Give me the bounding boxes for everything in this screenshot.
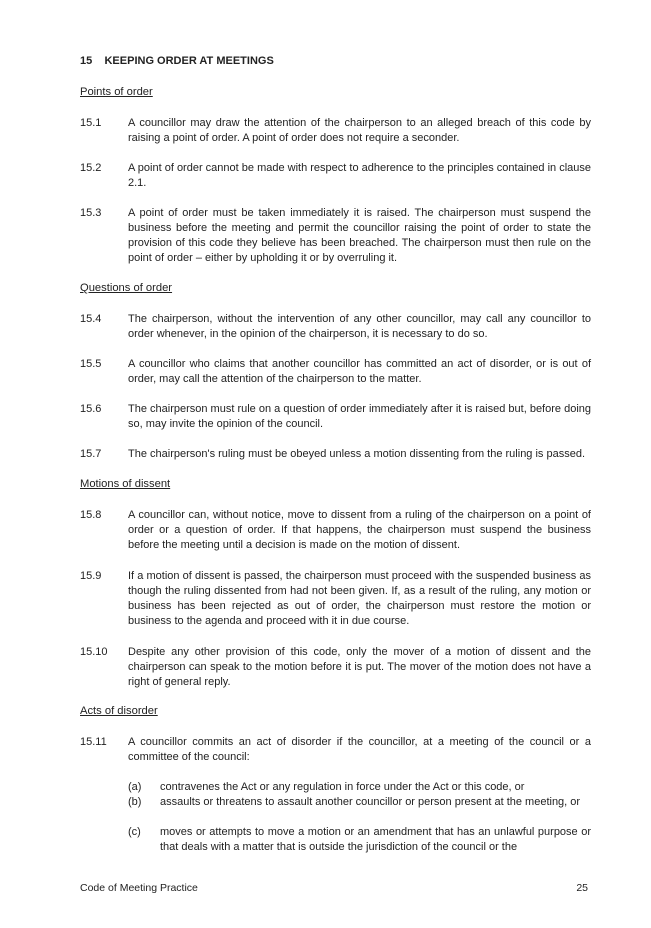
clause-15-4	[80, 312, 591, 342]
clause-text: The chairperson must rule on a question of order immediately after it is raised but, before doing so, may invite the opinion of the council.	[128, 403, 591, 430]
subclause-label: (c)	[128, 826, 141, 838]
clause-15-8	[80, 508, 591, 553]
subclause-c	[128, 825, 591, 855]
subclause-label: (b)	[128, 796, 142, 808]
footer-document-title: Code of Meeting Practice	[80, 882, 198, 894]
clause-15-6	[80, 402, 591, 432]
clause-number: 15.1	[80, 117, 102, 129]
subheading-acts-of-disorder: Acts of disorder	[80, 705, 158, 717]
footer-page-number: 25	[576, 882, 588, 894]
clause-text: The chairperson's ruling must be obeyed unless a motion dissenting from the ruling is passed.	[128, 448, 586, 460]
clause-15-1	[80, 116, 591, 146]
clause-text: A point of order must be taken immediately it is raised. The chairperson must suspend the business before the meeting and permit the councillor raising the point of order to state the provision of this code they believe has been breached. The chairperson must then rule on the point of order – either by upholding it or by overruling it.	[128, 207, 591, 264]
section-number: 15	[80, 55, 93, 67]
clause-15-7	[80, 447, 591, 462]
clause-number: 15.9	[80, 570, 102, 582]
clause-text: A councillor commits an act of disorder if the councillor, at a meeting of the council or a committee of the council:	[128, 736, 591, 763]
clause-text: A councillor may draw the attention of the chairperson to an alleged breach of this code by raising a point of order. A point of order does not require a seconder.	[128, 117, 591, 144]
clause-text: Despite any other provision of this code, only the mover of a motion of dissent and the chairperson can speak to the motion before it is put. The mover of the motion does not have a right of general reply.	[128, 646, 591, 688]
clause-15-11	[80, 735, 591, 765]
subheading-points-of-order: Points of order	[80, 86, 153, 98]
section-title: KEEPING ORDER AT MEETINGS	[104, 55, 274, 67]
subclause-text: contravenes the Act or any regulation in force under the Act or this code, or	[160, 781, 525, 793]
clause-number: 15.10	[80, 646, 108, 658]
clause-15-9	[80, 569, 591, 629]
clause-number: 15.3	[80, 207, 102, 219]
clause-15-3	[80, 206, 591, 266]
clause-number: 15.4	[80, 313, 102, 325]
clause-15-5	[80, 357, 591, 387]
clause-number: 15.5	[80, 358, 102, 370]
subclause-b	[128, 795, 591, 810]
section-heading	[80, 55, 274, 67]
subclause-text: moves or attempts to move a motion or an amendment that has an unlawful purpose or that deals with a matter that is outside the jurisdiction of the council or the	[160, 826, 591, 853]
clause-text: If a motion of dissent is passed, the chairperson must proceed with the suspended business as though the ruling dissented from had not been given. If, as a result of the ruling, any motion or business has been rejected as out of order, the chairperson must restore the motion or business to the agenda and proceed with it in due course.	[128, 570, 591, 627]
clause-15-10	[80, 645, 591, 690]
subclause-text: assaults or threatens to assault another councillor or person present at the meeting, or	[160, 796, 581, 808]
subclause-a	[128, 780, 591, 795]
subclause-label: (a)	[128, 781, 142, 793]
clause-number: 15.8	[80, 509, 102, 521]
clause-text: The chairperson, without the intervention of any other councillor, may call any councillor to order whenever, in the opinion of the chairperson, it is necessary to do so.	[128, 313, 591, 340]
clause-number: 15.11	[80, 736, 107, 748]
clause-text: A councillor can, without notice, move to dissent from a ruling of the chairperson on a point of order or a question of order. If that happens, the chairperson must suspend the business before the meeting until a decision is made on the motion of dissent.	[128, 509, 591, 551]
clause-15-2	[80, 161, 591, 191]
subheading-motions-of-dissent: Motions of dissent	[80, 478, 171, 490]
clause-text: A councillor who claims that another councillor has committed an act of disorder, or is out of order, may call the attention of the chairperson to the matter.	[128, 358, 591, 385]
subheading-questions-of-order: Questions of order	[80, 282, 173, 294]
clause-number: 15.6	[80, 403, 102, 415]
clause-text: A point of order cannot be made with respect to adherence to the principles contained in clause 2.1.	[128, 162, 591, 189]
clause-number: 15.2	[80, 162, 102, 174]
clause-number: 15.7	[80, 448, 102, 460]
